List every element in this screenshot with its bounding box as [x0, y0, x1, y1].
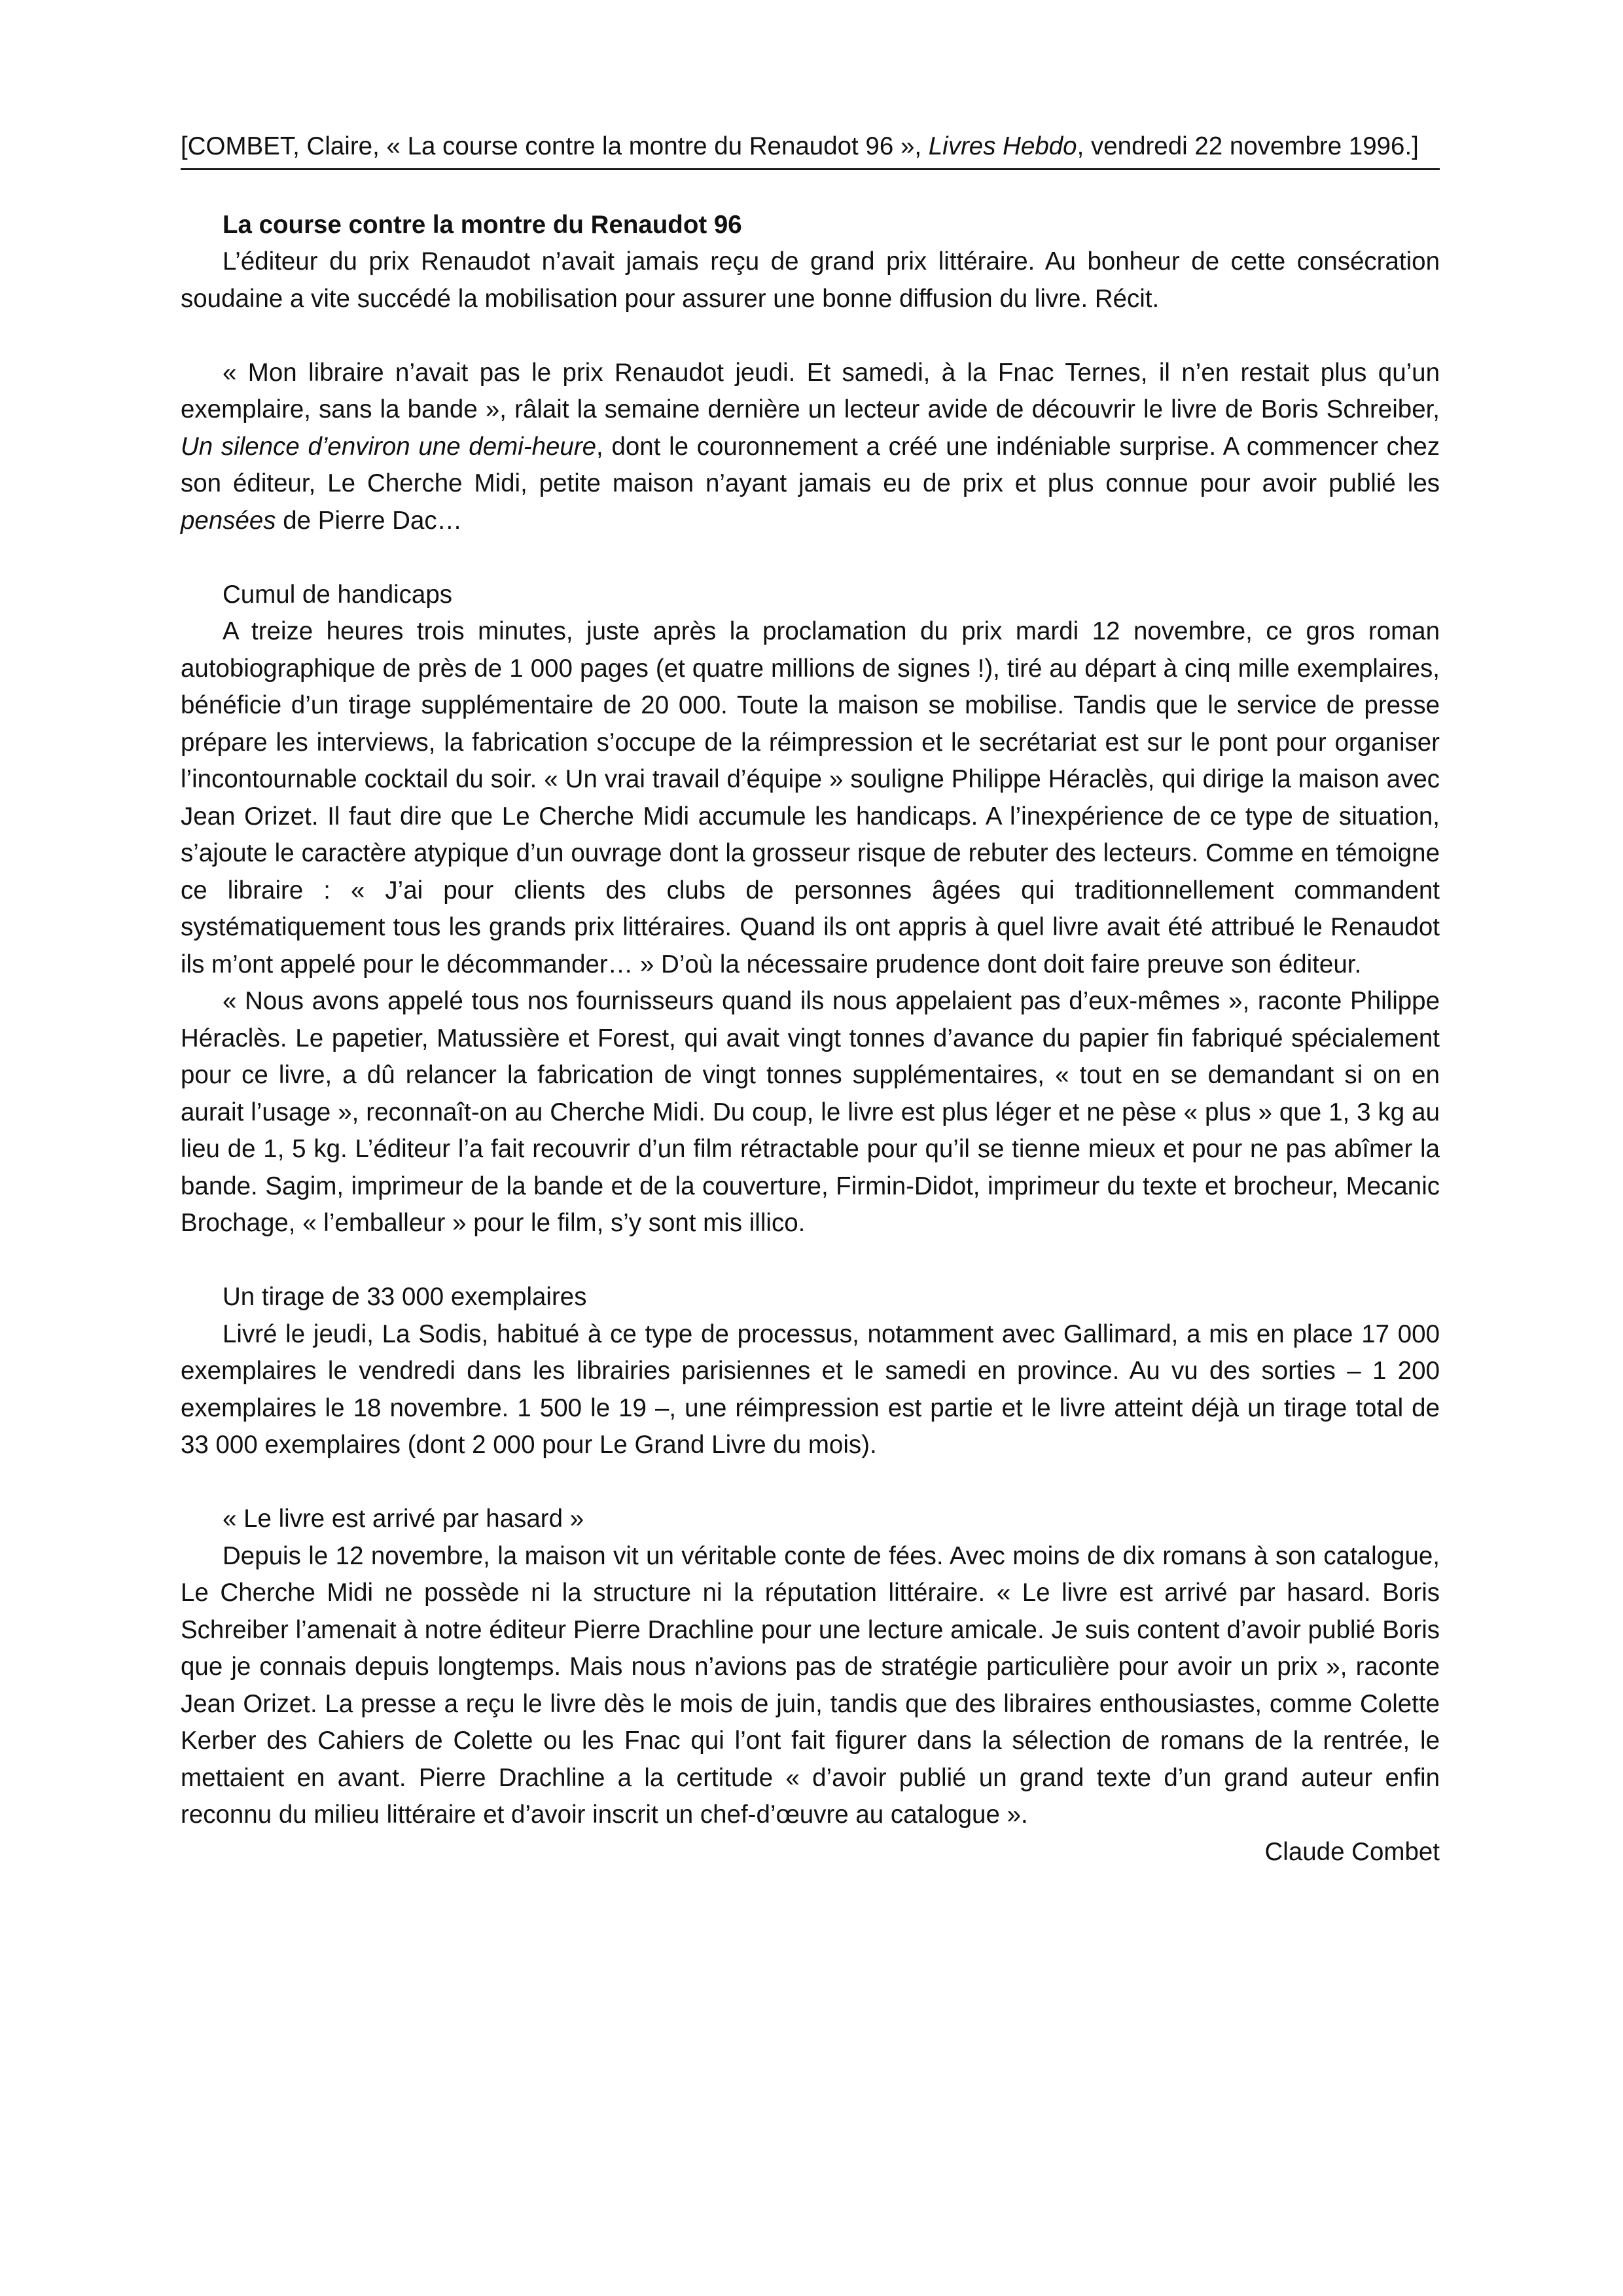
citation [181, 128, 1440, 166]
intro-paragraph [181, 355, 1440, 540]
intro-part3: de Pierre Dac… [276, 506, 463, 535]
intro-part1: « Mon libraire n’avait pas le prix Renaudot jeudi. Et samedi, à la Fnac Ternes, il n’en restait plus qu’un exemplaire, sans la bande », râlait la semaine dernière un lecteur avide de découvrir le livre de Boris Schreiber, [181, 358, 1440, 423]
paragraph-gap [181, 539, 1440, 577]
citation-publication: Livres Hebdo [928, 132, 1077, 160]
intro-part2: , dont le couronnement a créé une indéniable surprise. A commencer chez son éditeur, Le Cherche Midi, petite maison n’ayant jamais eu de prix et plus connue pour avoir publié les [181, 432, 1440, 497]
book-title: Un silence d’environ une demi-heure [181, 432, 597, 461]
citation-prefix: [COMBET, Claire, « La course contre la montre du Renaudot 96 », [181, 132, 929, 160]
pensees-word: pensées [181, 506, 276, 535]
paragraph-gap [181, 317, 1440, 355]
section2-paragraph-1: Livré le jeudi, La Sodis, habitué à ce type de processus, notamment avec Gallimard, a mis en place 17 000 exemplaires le vendredi dans les librairies parisiennes et le samedi en province. Au vu des sorties – 1 200 exemplaires le 18 novembre. 1 500 le 19 –, une réimpression est partie et le livre atteint déjà un tirage total de 33 000 exemplaires (dont 2 000 pour Le Grand Livre du mois). [181, 1319, 1440, 1459]
section-heading-tirage: Un tirage de 33 000 exemplaires [223, 1283, 587, 1311]
article-lead: L’éditeur du prix Renaudot n’avait jamais reçu de grand prix littéraire. Au bonheur de cette consécration soudaine a vite succédé la mobilisation pour assurer une bonne diffusion du livre. Récit. [181, 247, 1440, 313]
section-heading-handicaps: Cumul de handicaps [223, 580, 452, 609]
document-page [181, 128, 1440, 1871]
article [181, 207, 1440, 1871]
section1-paragraph-2: « Nous avons appelé tous nos fournisseurs quand ils nous appelaient pas d’eux-mêmes », raconte Philippe Héraclès. Le papetier, Matussière et Forest, qui avait vingt tonnes d’avance du papier fin fabriqué spécialement pour ce livre, a dû relancer la fabrication de vingt tonnes supplémentaires, « tout en se demandant si on en aurait l’usage », reconnaît-on au Cherche Midi. Du coup, le livre est plus léger et ne pèse « plus » que 1, 3 kg au lieu de 1, 5 kg. L’éditeur l’a fait recouvrir d’un film rétractable pour qu’il se tienne mieux et pour ne pas abîmer la bande. Sagim, imprimeur de la bande et de la couverture, Firmin-Didot, imprimeur du texte et brocheur, Mecanic Brochage, « l’emballeur » pour le film, s’y sont mis illico. [181, 987, 1440, 1237]
article-title: La course contre la montre du Renaudot 96 [223, 210, 742, 239]
author-signature: Claude Combet [1264, 1837, 1440, 1866]
citation-divider [181, 168, 1440, 170]
paragraph-gap [181, 1464, 1440, 1501]
section3-paragraph-1: Depuis le 12 novembre, la maison vit un véritable conte de fées. Avec moins de dix romans à son catalogue, Le Cherche Midi ne possède ni la structure ni la réputation littéraire. « Le livre est arrivé par hasard. Boris Schreiber l’amenait à notre éditeur Pierre Drachline pour une lecture amicale. Je suis content d’avoir publié Boris que je connais depuis longtemps. Mais nous n’avions pas de stratégie particulière pour avoir un prix », raconte Jean Orizet. La presse a reçu le livre dès le mois de juin, tandis que des libraires enthousiastes, comme Colette Kerber des Cahiers de Colette ou les Fnac qui l’ont fait figurer dans la sélection de romans de la rentrée, le mettaient en avant. Pierre Drachline a la certitude « d’avoir publié un grand texte d’un grand auteur enfin reconnu du milieu littéraire et d’avoir inscrit un chef-d’œuvre au catalogue ». [181, 1541, 1440, 1829]
section1-paragraph-1: A treize heures trois minutes, juste après la proclamation du prix mardi 12 novembre, ce gros roman autobiographique de près de 1 000 pages (et quatre millions de signes !), tiré au départ à cinq mille exemplaires, bénéficie d’un tirage supplémentaire de 20 000. Toute la maison se mobilise. Tandis que le service de presse prépare les interviews, la fabrication s’occupe de la réimpression et le secrétariat est sur le pont pour organiser l’incontournable cocktail du soir. « Un vrai travail d’équipe » souligne Philippe Héraclès, qui dirige la maison avec Jean Orizet. Il faut dire que Le Cherche Midi accumule les handicaps. A l’inexpérience de ce type de situation, s’ajoute le caractère atypique d’un ouvrage dont la grosseur risque de rebuter des lecteurs. Comme en témoigne ce libraire : « J’ai pour clients des clubs de personnes âgées qui traditionnellement commandent systématiquement tous les grands prix littéraires. Quand ils ont appris à quel livre avait été attribué le Renaudot ils m’ont appelé pour le décommander… » D’où la nécessaire prudence dont doit faire preuve son éditeur. [181, 617, 1440, 978]
citation-suffix: , vendredi 22 novembre 1996.] [1077, 132, 1419, 160]
paragraph-gap [181, 1242, 1440, 1280]
section-heading-hasard: « Le livre est arrivé par hasard » [223, 1505, 584, 1533]
